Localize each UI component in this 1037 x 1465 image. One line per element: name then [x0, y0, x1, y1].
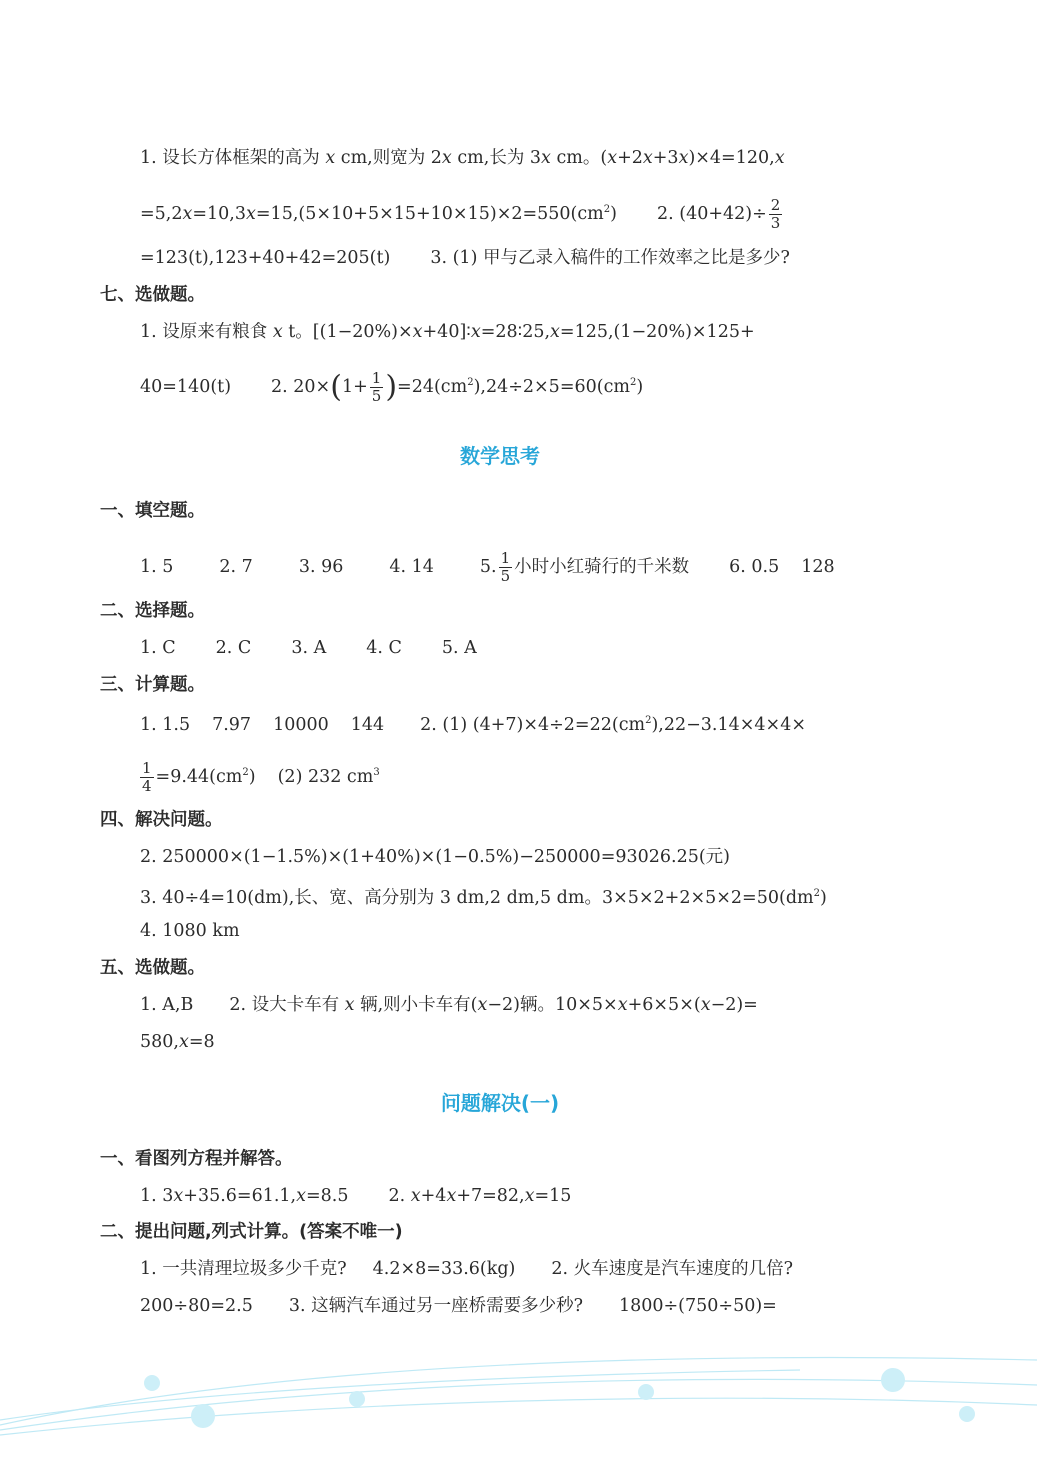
answer-line: 1. 一共清理垃圾多少千克? 4.2×8=33.6(kg) 2. 火车速度是汽车速度的几倍? — [140, 1259, 794, 1279]
section-heading: 二、提出问题,列式计算。(答案不唯一) — [100, 1222, 403, 1242]
answer-line: 1. 1.5 7.97 10000 144 2. (1) $(4+7)\times 4\div 2=22(cm^2),22-3.14\times 4\times 4\times$ — [140, 714, 807, 735]
section-heading: 四、解决问题。 — [100, 810, 223, 830]
section-heading: 三、计算题。 — [100, 675, 205, 695]
page-title: 问题解决(一) — [440, 1091, 560, 1115]
answer-line: 580,x=8 — [140, 1032, 215, 1052]
answer-line: 1. 3x+35.6=61.1,x=8.5 2. x+4x+7=82,x=15 — [140, 1186, 572, 1206]
answer-line: 1. 5 2. 7 3. 96 4. 14 5. $\frac{1}{5}$ 小时小红骑行的千米数 6. 0.5 128 — [140, 549, 835, 585]
fraction: $\frac{2}{3}$ — [770, 196, 781, 232]
section-heading: 一、填空题。 — [100, 501, 205, 521]
section-heading: 二、选择题。 — [100, 601, 205, 621]
answer-line: 4. 1080 km — [140, 921, 240, 941]
fraction: $\frac{1}{4}$ — [142, 759, 152, 795]
answer-line: 2. 250000×(1−1.5%)×(1+40%)×(1−0.5%)−250000=93026.25(元) — [140, 847, 731, 867]
answer-line: 1. 设长方体框架的高为 x cm,则宽为 2x cm,长为 3x cm。(x+2x+3x)×4=120,x — [140, 148, 785, 168]
answer-line: 200÷80=2.5 3. 这辆汽车通过另一座桥需要多少秒? 1800÷(750÷50)= — [140, 1296, 777, 1316]
answer-line: 1. A,B 2. 设大卡车有 x 辆,则小卡车有(x−2)辆。10×5×x+6×5×(x−2)= — [140, 995, 758, 1015]
answer-line: 40=140(t) 2. 20×(1+ $\frac{1}{5}$ )$=24(cm^2),24\div 2\times 5=60(cm^2)$ — [140, 369, 644, 405]
answer-line: $=5,2x=10,3x=15,(5\times 10+5\times 15+10\times 15)\times 2=550(cm^2)$ 2. (40+42)÷ $\frac{2}{3}$ — [140, 196, 781, 232]
answer-line: 3. 40÷4=10(dm),长、宽、高分别为 3 dm,2 dm,5 dm。$3\times 5\times 2+2\times 5\times 2=50(dm^2)$ — [140, 887, 827, 908]
answer-line: =123(t),123+40+42=205(t) 3. (1) 甲与乙录入稿件的工作效率之比是多少? — [140, 248, 790, 268]
decorative-wave-footer — [0, 1330, 1037, 1465]
fraction: $\frac{1}{5}$ — [500, 549, 511, 585]
fraction: $\frac{1}{5}$ — [371, 369, 382, 405]
section-heading: 一、看图列方程并解答。 — [100, 1149, 293, 1169]
section-heading: 五、选做题。 — [100, 958, 205, 978]
page-title: 数学思考 — [460, 444, 540, 468]
answer-line: 1. C 2. C 3. A 4. C 5. A — [140, 638, 477, 658]
answer-line: $\frac{1}{4}$ $=9.44(cm^2)$ (2) 232 $cm^3$ — [142, 759, 380, 795]
section-heading: 七、选做题。 — [100, 285, 205, 305]
answer-line: 1. 设原来有粮食 x t。[(1−20%)×x+40]∶x=28∶25,x=125,(1−20%)×125+ — [140, 322, 755, 342]
